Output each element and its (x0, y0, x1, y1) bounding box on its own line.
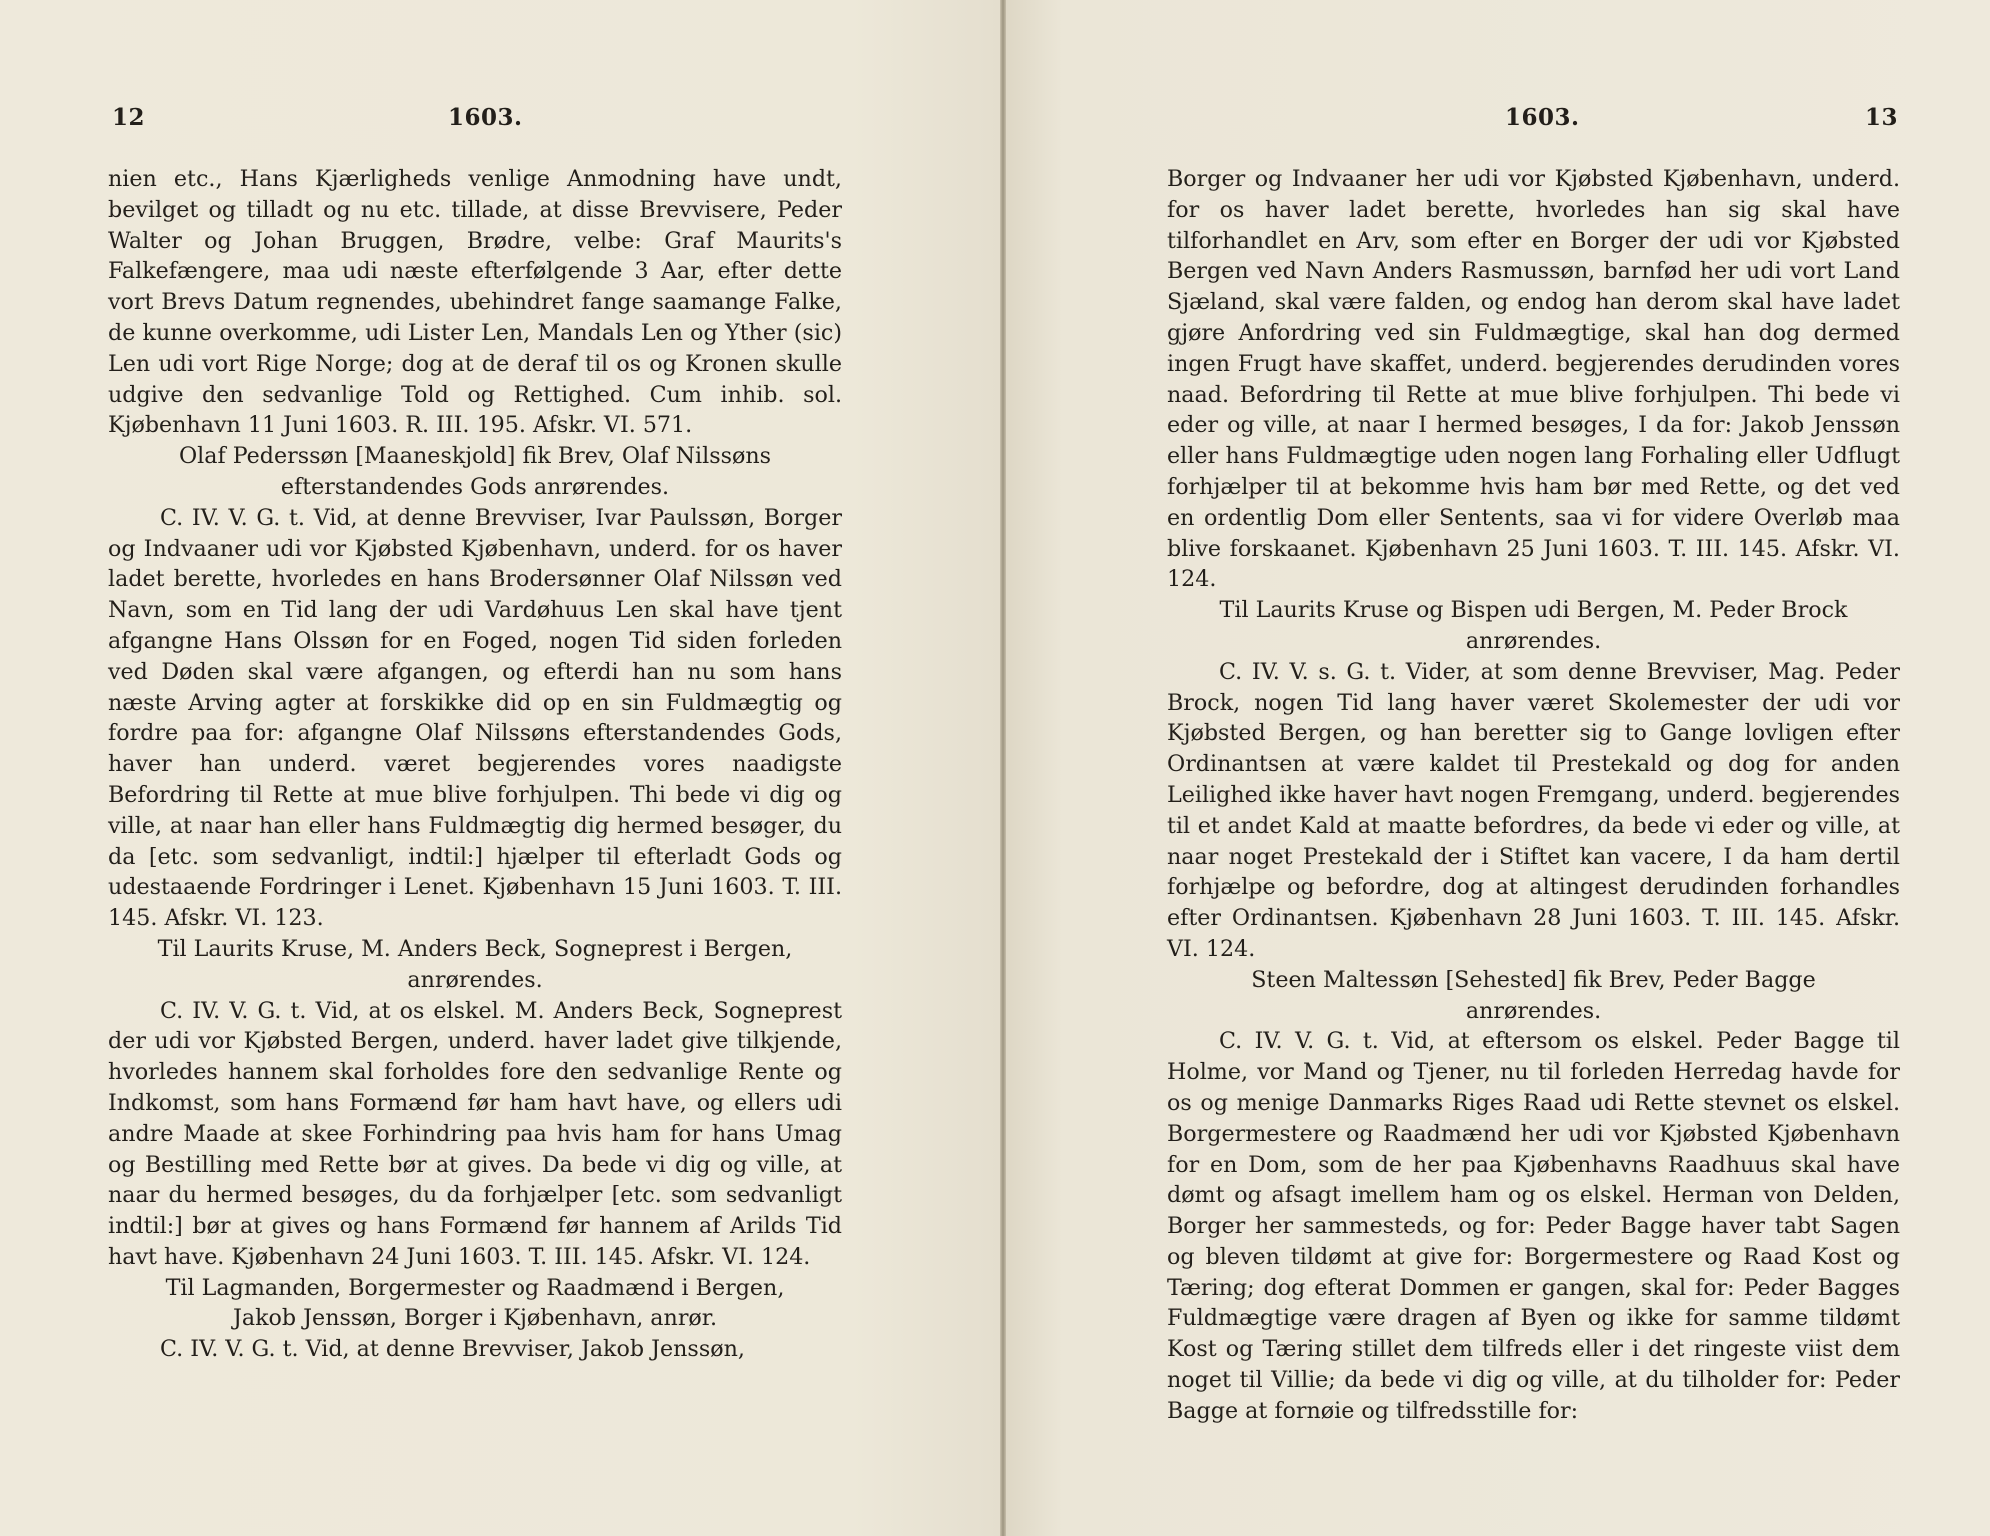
entry-heading: Steen Maltessøn [Sehested] fik Brev, Peder Bagge anrørendes. (1251, 966, 1816, 1024)
left-page-header (112, 104, 852, 138)
paragraph: nien etc., Hans Kjærligheds venlige Anmodning have undt, bevilget og tilladt og nu etc. tillade, at disse Brevvisere, Peder Walter og Johan Bruggen, Brødre, velbe: Graf Maurits's Falkefængere, maa udi næste efterfølgende 3 Aar, efter dette vort Brevs Datum regnendes, ubehindret fange saamange Falke, de kunne overkomme, udi Lister Len, Mandals Len og Yther (sic) Len udi vort Rige Norge; dog at de deraf til os og Kronen skulle udgive den sedvanlige Told og Rettighed. Cum inhib. sol. Kjøbenhavn 11 Juni 1603. R. III. 195. Afskr. VI. 571. (108, 166, 842, 439)
year-header: 1603. (448, 104, 523, 131)
year-header: 1603. (1505, 104, 1580, 131)
page-number: 12 (112, 104, 146, 131)
left-page-text (108, 164, 842, 1365)
paragraph: Borger og Indvaaner her udi vor Kjøbsted Kjøbenhavn, underd. for os haver ladet berette, hvorledes han sig skal have tilforhandlet en Arv, som efter en Borger der udi vor Kjøbsted Bergen ved Navn Anders Rasmussøn, barnfød her udi vort Land Sjæland, skal være falden, og endog han derom skal have ladet gjøre Anfordring ved sin Fuldmægtige, skal han dog dermed ingen Frugt have skaffet, underd. begjerendes derudinden vores naad. Befordring til Rette at mue blive forhjulpen. Thi bede vi eder og ville, at naar I hermed besøges, I da for: Jakob Jenssøn eller hans Fuldmægtige uden nogen lang Forhaling eller Udflugt forhjælper til at bekomme hvis ham bør med Rette, og det ved en ordentlig Dom eller Sentents, saa vi for videre Overløb maa blive forskaanet. Kjøbenhavn 25 Juni 1603. T. III. 145. Afskr. VI. 124. (1167, 166, 1900, 593)
paragraph: C. IV. V. G. t. Vid, at denne Brevviser, Jakob Jenssøn, (160, 1336, 745, 1363)
page-number: 13 (1864, 104, 1898, 131)
book-gutter (1000, 0, 1006, 1536)
paragraph: C. IV. V. G. t. Vid, at eftersom os elskel. Peder Bagge til Holme, vor Mand og Tjener, nu til forleden Herredag havde for os og menige Danmarks Riges Raad udi Rette stevnet os elskel. Borgermestere og Raadmænd her udi vor Kjøbsted Kjøbenhavn for en Dom, som de her paa Kjøbenhavns Raadhuus skal have dømt og afsagt imellem ham og os elskel. Herman von Delden, Borger her sammesteds, og for: Peder Bagge haver tabt Sagen og bleven tildømt at give for: Borgermestere og Raad Kost og Tæring; dog efterat Dommen er gangen, skal for: Peder Bagges Fuldmægtige være dragen af Byen og ikke for samme tildømt Kost og Tæring stillet dem tilfreds eller i det ringeste viist dem noget til Villie; da bede vi dig og ville, at du tilholder for: Peder Bagge at fornøie og tilfredsstille for: (1167, 1028, 1900, 1424)
paragraph: C. IV. V. s. G. t. Vider, at som denne Brevviser, Mag. Peder Brock, nogen Tid lang haver været Skolemester der udi vor Kjøbsted Bergen, og han beretter sig to Gange lovligen efter Ordinantsen at være kaldet til Prestekald og dog for anden Leilighed ikke haver havt nogen Fremgang, underd. begjerendes til et andet Kald at maatte befordres, da bede vi eder og ville, at naar noget Prestekald der i Stiftet kan vacere, I da ham dertil forhjælpe og befordre, dog at altingest derudinden forhandles efter Ordinantsen. Kjøbenhavn 28 Juni 1603. T. III. 145. Afskr. VI. 124. (1167, 658, 1900, 962)
entry-heading: Til Lagmanden, Borgermester og Raadmænd i Bergen, Jakob Jenssøn, Borger i Kjøbenhavn, anrør. (165, 1274, 785, 1332)
right-page-text (1167, 164, 1900, 1427)
entry-heading: Til Laurits Kruse, M. Anders Beck, Sogneprest i Bergen, anrørendes. (157, 935, 793, 993)
paragraph: C. IV. V. G. t. Vid, at os elskel. M. Anders Beck, Sogneprest der udi vor Kjøbsted Bergen, underd. haver ladet give tilkjende, hvorledes hannem skal forholdes fore den sedvanlige Rente og Indkomst, som hans Formænd før ham havt have, og ellers udi andre Maade at skee Forhindring paa hvis ham for hans Umag og Bestilling med Rette bør at gives. Da bede vi dig og ville, at naar du hermed besøges, du da forhjælper [etc. som sedvanligt indtil:] bør at gives og hans Formænd før hannem af Arilds Tid havt have. Kjøbenhavn 24 Juni 1603. T. III. 145. Afskr. VI. 124. (108, 997, 842, 1270)
right-page-header (1168, 104, 1898, 138)
paragraph: C. IV. V. G. t. Vid, at denne Brevviser, Ivar Paulssøn, Borger og Indvaaner udi vor Kjøbsted Kjøbenhavn, underd. for os haver ladet berette, hvorledes en hans Brodersønner Olaf Nilssøn ved Navn, som en Tid lang der udi Vardøhuus Len skal have tjent afgangne Hans Olssøn for en Foged, nogen Tid siden forleden ved Døden skal være afgangen, og efterdi han nu som hans næste Arving agter at forskikke did op en sin Fuldmægtig og fordre paa for: afgangne Olaf Nilssøns efterstandendes Gods, haver han underd. været begjerendes vores naadigste Befordring til Rette at mue blive forhjulpen. Thi bede vi dig og ville, at naar han eller hans Fuldmægtig dig hermed besøger, du da [etc. som sedvanligt, indtil:] hjælper til efterladt Gods og udestaaende Fordringer i Lenet. Kjøbenhavn 15 Juni 1603. T. III. 145. Afskr. VI. 123. (108, 504, 842, 932)
right-page (1003, 0, 1990, 1536)
entry-heading: Til Laurits Kruse og Bispen udi Bergen, M. Peder Brock anrørendes. (1219, 597, 1848, 654)
entry-heading: Olaf Pederssøn [Maaneskjold] fik Brev, Olaf Nilssøns efterstandendes Gods anrørendes. (178, 443, 772, 500)
